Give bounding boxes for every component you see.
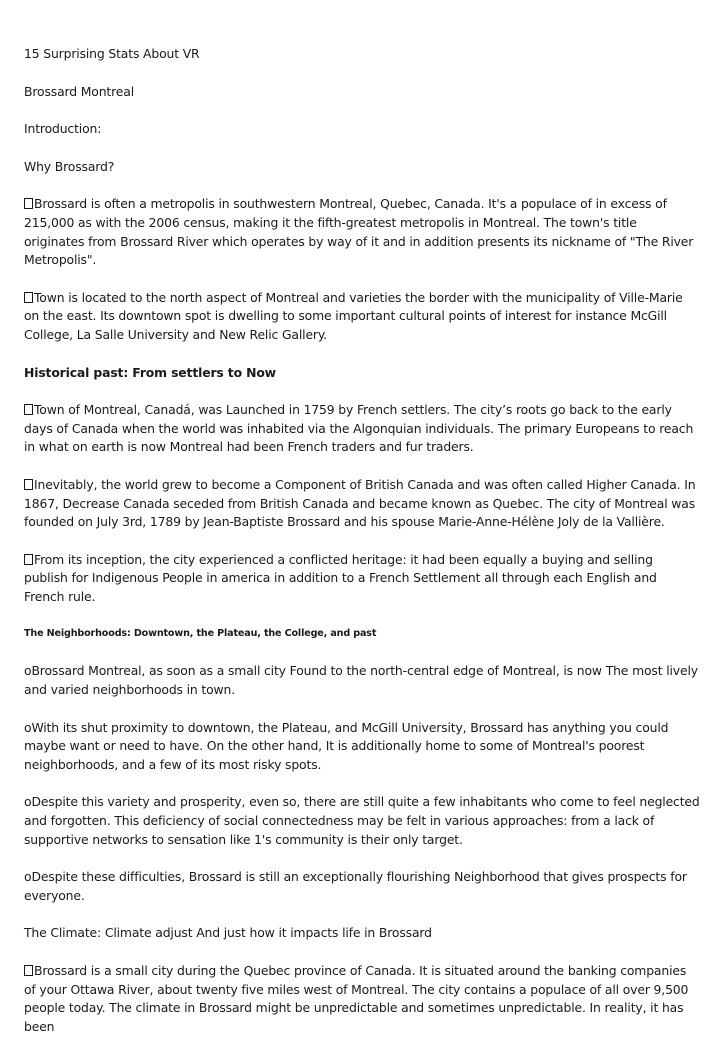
document-title: 15 Surprising Stats About VR xyxy=(24,46,200,61)
document-subtitle: Brossard Montreal xyxy=(24,83,134,99)
missing-glyph-icon xyxy=(24,965,33,976)
history-heading: Historical past: From settlers to Now xyxy=(24,364,276,380)
intro-paragraph: Brossard is often a metropolis in southwestern Montreal, Quebec, Canada. It's a populace of in excess of 215,000 as with the 2006 census, making it the fifth-greatest metropolis in Montreal. The town's title originates from Brossard River which operates by way of it and in addition presents its nickname of "The River Metropolis". xyxy=(24,196,694,268)
history-paragraph: Town of Montreal, Canadá, was Launched in 1759 by French settlers. The city’s roots go back to the early days of Canada when the world was inhabited via the Algonquian individuals. The primary Europeans to reach in what on earth is now Montreal had been French traders and fur traders. xyxy=(24,402,694,455)
bullet-o-marker: o xyxy=(24,663,32,679)
bullet-o-marker: o xyxy=(24,869,32,885)
neighborhoods-paragraph: oDespite these difficulties, Brossard is still an exceptionally flourishing Neighborhood that gives prospects for everyone. xyxy=(24,869,687,903)
bullet-o-marker: o xyxy=(24,719,32,735)
document-page xyxy=(24,45,700,1055)
neighborhoods-heading: The Neighborhoods: Downtown, the Plateau, the College, and past xyxy=(24,628,377,640)
why-brossard-label: Why Brossard? xyxy=(24,158,115,174)
missing-glyph-icon xyxy=(24,554,33,565)
bullet-o-marker: o xyxy=(24,794,32,810)
introduction-label: Introduction: xyxy=(24,121,102,137)
missing-glyph-icon xyxy=(24,198,33,209)
climate-paragraph: Brossard is a small city during the Quebec province of Canada. It is situated around the banking companies of your Ottawa River, about twenty five miles west of Montreal. The city contains a populace of all over 9,500 people today. The climate in Brossard might be unpredictable and sometimes unpredictable. In reality, it has been xyxy=(24,963,689,1034)
missing-glyph-icon xyxy=(24,479,33,490)
neighborhoods-paragraph: oDespite this variety and prosperity, even so, there are still quite a few inhabitants who come to feel neglected and forgotten. This deficiency of social connectedness may be felt in various approaches: from a lack of supportive networks to sensation like 1's community is their only target. xyxy=(24,794,700,847)
climate-heading: The Climate: Climate adjust And just how it impacts life in Brossard xyxy=(24,925,432,941)
history-paragraph: Inevitably, the world grew to become a Component of British Canada and was often called Higher Canada. In 1867, Decrease Canada seceded from British Canada and became known as Quebec. The city of Montreal was founded on July 3rd, 1789 by Jean-Baptiste Brossard and his spouse Marie-Anne-Hélène Joly de la Vallière. xyxy=(24,476,696,530)
intro-paragraph: Town is located to the north aspect of Montreal and varieties the border with the municipality of Ville-Marie on the east. Its downtown spot is dwelling to some important cultural points of interest for instance McGill College, La Salle University and New Relic Gallery. xyxy=(24,289,683,342)
missing-glyph-icon xyxy=(24,292,33,303)
missing-glyph-icon xyxy=(24,404,33,415)
neighborhoods-paragraph: oBrossard Montreal, as soon as a small city Found to the north-central edge of Montreal, is now The most lively and varied neighborhoods in town. xyxy=(24,663,698,698)
history-paragraph: From its inception, the city experienced a conflicted heritage: it had been equally a buying and selling publish for Indigenous People in america in addition to a French Settlement all through each English and French rule. xyxy=(24,551,657,604)
neighborhoods-paragraph: oWith its shut proximity to downtown, the Plateau, and McGill University, Brossard has anything you could maybe want or need to have. On the other hand, It is additionally home to some of Montreal's poorest neighborhoods, and a few of its most risky spots. xyxy=(24,719,669,772)
